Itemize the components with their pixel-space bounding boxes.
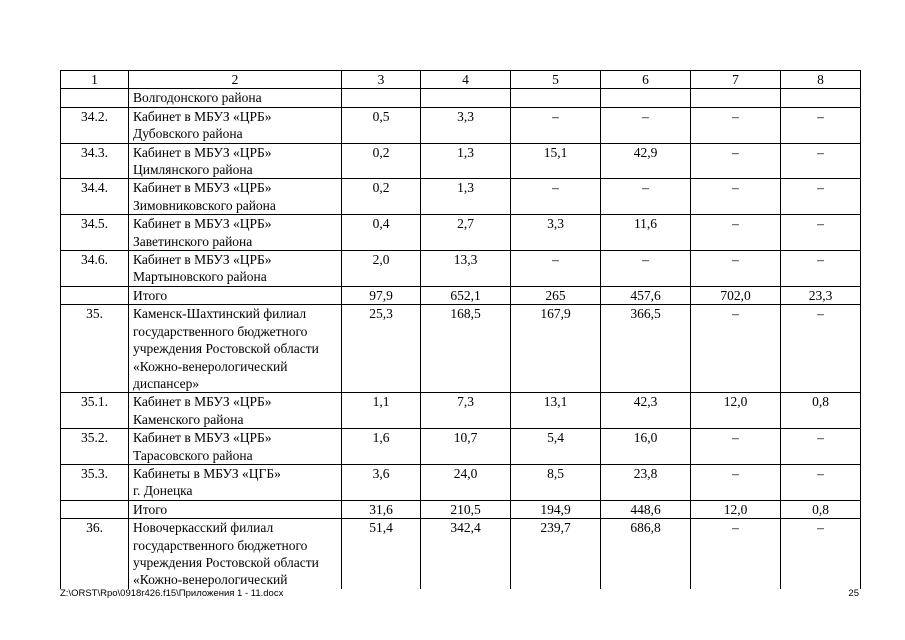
row-number-cell (61, 286, 129, 304)
name-line: государственного бюджетного (133, 537, 308, 553)
value-cell-c7: – (691, 305, 781, 393)
name-line: Тарасовского района (133, 447, 253, 463)
row-number-cell: 35.3. (61, 464, 129, 500)
header-cell: 5 (511, 71, 601, 89)
name-cell (129, 305, 342, 393)
value-cell-c3: 1,6 (342, 429, 421, 465)
header-cell: 3 (342, 71, 421, 89)
value-cell-c6: 16,0 (601, 429, 691, 465)
table-row (61, 305, 861, 393)
name-cell (129, 215, 342, 251)
name-cell (129, 429, 342, 465)
table-header-row (61, 71, 861, 89)
name-cell (129, 179, 342, 215)
value-cell-c5: 13,1 (511, 393, 601, 429)
value-cell-c8: – (781, 429, 861, 465)
name-cell (129, 464, 342, 500)
name-line: Кабинет в МБУЗ «ЦРБ» (133, 180, 272, 196)
value-cell-c7: – (691, 429, 781, 465)
value-cell-c3: 25,3 (342, 305, 421, 393)
value-cell-c6: 457,6 (601, 286, 691, 304)
row-number-cell: 35.1. (61, 393, 129, 429)
value-cell-c4: 10,7 (421, 429, 511, 465)
name-line: Заветинского района (133, 233, 253, 249)
value-cell-c5: 239,7 (511, 519, 601, 589)
value-cell-c8: 0,8 (781, 500, 861, 518)
name-line: Каменского района (133, 411, 244, 427)
name-line: Зимовниковского района (133, 197, 276, 213)
value-cell-c4: 3,3 (421, 107, 511, 143)
name-line: Дубовского района (133, 126, 243, 142)
value-cell-c6: 11,6 (601, 215, 691, 251)
name-line: Кабинеты в МБУЗ «ЦГБ» (133, 465, 281, 481)
name-line: Кабинет в МБУЗ «ЦРБ» (133, 144, 272, 160)
value-cell-c5: 194,9 (511, 500, 601, 518)
table-row (61, 179, 861, 215)
value-cell-c4: 168,5 (421, 305, 511, 393)
table-row (61, 519, 861, 589)
name-cell (129, 143, 342, 179)
header-cell: 4 (421, 71, 511, 89)
value-cell-c8: – (781, 107, 861, 143)
value-cell-c5: 15,1 (511, 143, 601, 179)
row-number-cell: 34.2. (61, 107, 129, 143)
name-line: Кабинет в МБУЗ «ЦРБ» (133, 252, 272, 268)
value-cell-c8: 23,3 (781, 286, 861, 304)
value-cell-c3: 3,6 (342, 464, 421, 500)
value-cell-c4: 652,1 (421, 286, 511, 304)
value-cell-c5: – (511, 179, 601, 215)
value-cell-c6: 42,9 (601, 143, 691, 179)
value-cell-c7: 12,0 (691, 500, 781, 518)
value-cell-c3 (342, 89, 421, 107)
value-cell-c7: – (691, 107, 781, 143)
name-line: Новочеркасский филиал (133, 520, 274, 536)
value-cell-c6: 448,6 (601, 500, 691, 518)
value-cell-c4: 1,3 (421, 143, 511, 179)
name-line: Волгодонского района (133, 90, 262, 106)
value-cell-c5: 8,5 (511, 464, 601, 500)
value-cell-c7: – (691, 143, 781, 179)
value-cell-c6 (601, 89, 691, 107)
name-line: «Кожно-венерологический (133, 572, 288, 588)
value-cell-c7: – (691, 464, 781, 500)
value-cell-c7: 702,0 (691, 286, 781, 304)
footer-file-path: Z:\ORST\Rpo\0918r426.f15\Приложения 1 - 11.docx (60, 588, 284, 599)
row-number-cell: 34.4. (61, 179, 129, 215)
name-line: государственного бюджетного (133, 323, 308, 339)
row-number-cell: 34.5. (61, 215, 129, 251)
header-cell: 6 (601, 71, 691, 89)
value-cell-c7 (691, 89, 781, 107)
row-number-cell: 35. (61, 305, 129, 393)
name-line: учреждения Ростовской области (133, 341, 319, 357)
table-row (61, 429, 861, 465)
value-cell-c6: 42,3 (601, 393, 691, 429)
value-cell-c8: 0,8 (781, 393, 861, 429)
row-number-cell (61, 500, 129, 518)
value-cell-c4 (421, 89, 511, 107)
value-cell-c7: 12,0 (691, 393, 781, 429)
value-cell-c7: – (691, 251, 781, 287)
header-cell: 2 (129, 71, 342, 89)
name-line: «Кожно-венерологический (133, 358, 288, 374)
value-cell-c4: 7,3 (421, 393, 511, 429)
name-line: Каменск-Шахтинский филиал (133, 306, 307, 322)
table-row (61, 215, 861, 251)
value-cell-c5: 167,9 (511, 305, 601, 393)
table-row (61, 89, 861, 107)
value-cell-c7: – (691, 179, 781, 215)
value-cell-c8: – (781, 179, 861, 215)
row-number-cell: 36. (61, 519, 129, 589)
value-cell-c6: – (601, 179, 691, 215)
name-line: Цимлянского района (133, 162, 253, 178)
value-cell-c3: 0,2 (342, 143, 421, 179)
value-cell-c8: – (781, 305, 861, 393)
row-number-cell: 34.3. (61, 143, 129, 179)
name-line: Кабинет в МБУЗ «ЦРБ» (133, 430, 272, 446)
name-cell (129, 393, 342, 429)
name-line: Кабинет в МБУЗ «ЦРБ» (133, 216, 272, 232)
header-cell: 7 (691, 71, 781, 89)
value-cell-c3: 0,4 (342, 215, 421, 251)
table-row (61, 393, 861, 429)
table-row (61, 500, 861, 518)
name-cell (129, 286, 342, 304)
value-cell-c8: – (781, 143, 861, 179)
name-cell (129, 89, 342, 107)
value-cell-c6: – (601, 251, 691, 287)
value-cell-c5: – (511, 251, 601, 287)
value-cell-c7: – (691, 215, 781, 251)
value-cell-c8: – (781, 519, 861, 589)
data-table (60, 70, 861, 589)
value-cell-c8 (781, 89, 861, 107)
value-cell-c6: 686,8 (601, 519, 691, 589)
value-cell-c6: – (601, 107, 691, 143)
value-cell-c8: – (781, 251, 861, 287)
name-line: диспансер» (133, 375, 200, 391)
name-cell (129, 251, 342, 287)
value-cell-c5: 5,4 (511, 429, 601, 465)
row-number-cell: 35.2. (61, 429, 129, 465)
name-line: г. Донецка (133, 483, 193, 499)
name-cell (129, 519, 342, 589)
footer-page-number: 25 (848, 588, 859, 599)
value-cell-c4: 24,0 (421, 464, 511, 500)
value-cell-c4: 13,3 (421, 251, 511, 287)
value-cell-c6: 366,5 (601, 305, 691, 393)
table-row (61, 143, 861, 179)
value-cell-c7: – (691, 519, 781, 589)
row-number-cell: 34.6. (61, 251, 129, 287)
value-cell-c3: 2,0 (342, 251, 421, 287)
header-cell: 8 (781, 71, 861, 89)
name-line: Итого (133, 287, 168, 303)
table-row (61, 251, 861, 287)
value-cell-c8: – (781, 215, 861, 251)
name-line: Кабинет в МБУЗ «ЦРБ» (133, 108, 272, 124)
value-cell-c6: 23,8 (601, 464, 691, 500)
value-cell-c5 (511, 89, 601, 107)
table-row (61, 286, 861, 304)
value-cell-c3: 51,4 (342, 519, 421, 589)
header-cell: 1 (61, 71, 129, 89)
value-cell-c4: 2,7 (421, 215, 511, 251)
table-row (61, 107, 861, 143)
value-cell-c3: 0,2 (342, 179, 421, 215)
table-row (61, 464, 861, 500)
value-cell-c4: 210,5 (421, 500, 511, 518)
value-cell-c3: 31,6 (342, 500, 421, 518)
name-cell (129, 107, 342, 143)
value-cell-c4: 1,3 (421, 179, 511, 215)
value-cell-c8: – (781, 464, 861, 500)
value-cell-c5: 265 (511, 286, 601, 304)
value-cell-c5: 3,3 (511, 215, 601, 251)
name-line: Итого (133, 501, 168, 517)
value-cell-c5: – (511, 107, 601, 143)
value-cell-c3: 0,5 (342, 107, 421, 143)
name-cell (129, 500, 342, 518)
value-cell-c3: 1,1 (342, 393, 421, 429)
name-line: Кабинет в МБУЗ «ЦРБ» (133, 394, 272, 410)
row-number-cell (61, 89, 129, 107)
value-cell-c3: 97,9 (342, 286, 421, 304)
name-line: учреждения Ростовской области (133, 554, 319, 570)
name-line: Мартыновского района (133, 269, 267, 285)
value-cell-c4: 342,4 (421, 519, 511, 589)
